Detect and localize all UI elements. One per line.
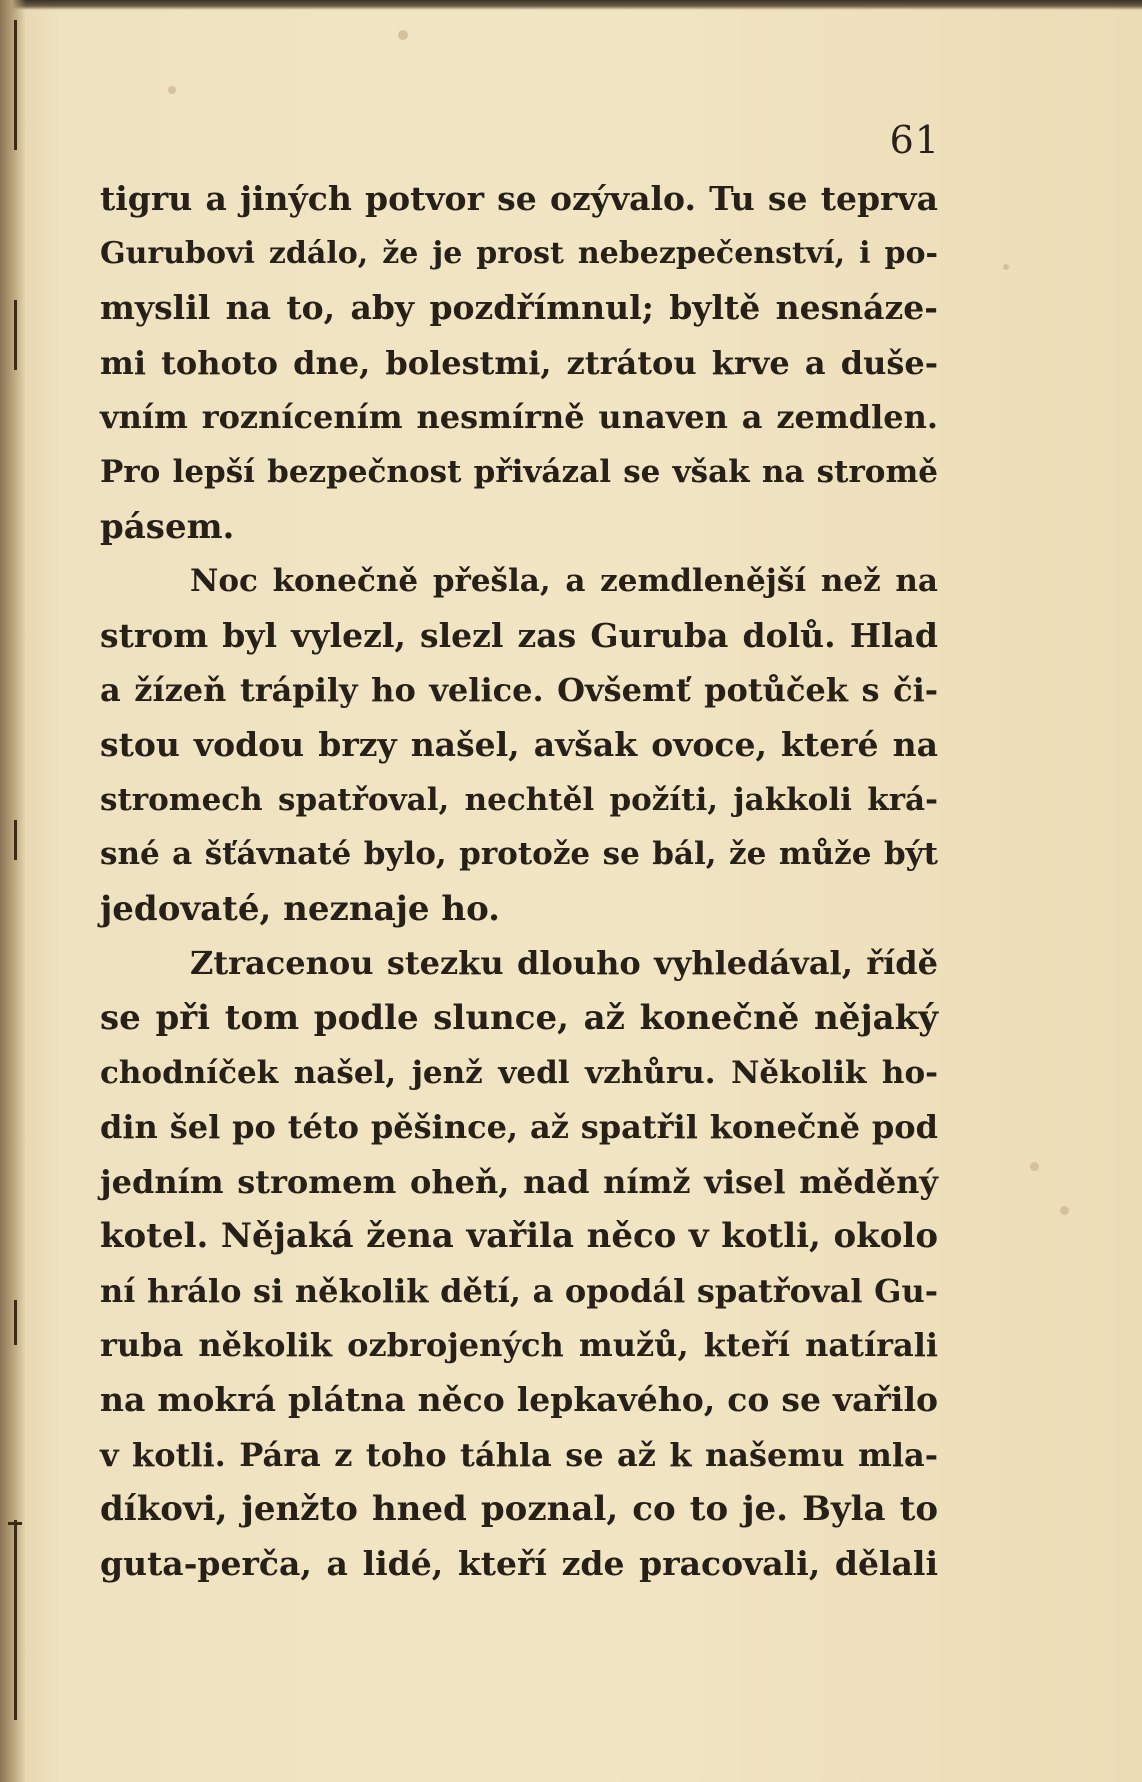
page-top-edge	[0, 0, 1142, 10]
text-line: din šel po této pěšince, až spatřil konečně pod	[100, 1108, 938, 1147]
text-line: Gurubovi zdálo, že je prost nebezpečenství, i po-	[100, 235, 938, 271]
page-binding-edge	[0, 0, 26, 1782]
binding-stitch	[14, 300, 17, 370]
paper-spot	[398, 30, 408, 40]
text-line: stou vodou brzy našel, avšak ovoce, které na	[100, 724, 938, 764]
paper-spot	[1003, 264, 1009, 270]
binding-stitch	[8, 1522, 22, 1525]
text-line: se při tom podle slunce, až konečně nějaký	[100, 997, 938, 1038]
text-line: a žízeň trápily ho velice. Ovšemť potůček s či-	[100, 671, 938, 710]
text-line: guta-perča, a lidé, kteří zde pracovali, dělali	[100, 1543, 938, 1583]
paper-spot	[168, 86, 176, 94]
text-line: pásem.	[100, 506, 235, 547]
text-line: tigru a jiných potvor se ozývalo. Tu se teprva	[100, 179, 938, 218]
text-line: díkovi, jenžto hned poznal, co to je. Byla to	[100, 1489, 938, 1530]
binding-stitch	[14, 1520, 17, 1720]
paper-spot	[1060, 1206, 1069, 1215]
page-number: 61	[889, 118, 940, 162]
paper-spot	[1030, 1162, 1039, 1171]
binding-stitch	[14, 1300, 17, 1345]
text-line: jedovaté, neznaje ho.	[100, 888, 500, 929]
text-line: kotel. Nějaká žena vařila něco v kotli, okolo	[100, 1216, 938, 1257]
text-line: sné a šťávnaté bylo, protože se bál, že může být	[100, 836, 938, 873]
text-line: stromech spatřoval, nechtěl požíti, jakkoli krá-	[100, 781, 938, 818]
text-line: strom byl vylezl, slezl zas Guruba dolů. Hlad	[100, 615, 938, 655]
text-line: mi tohoto dne, bolestmi, ztrátou krve a duše-	[100, 343, 938, 382]
text-line: ruba několik ozbrojených mužů, kteří natírali	[100, 1326, 938, 1365]
binding-stitch	[14, 20, 17, 150]
text-line: Pro lepší bezpečnost přivázal se však na stromě	[100, 453, 938, 490]
text-line: Noc konečně přešla, a zemdlenější než na	[190, 563, 938, 600]
text-line: vním roznícením nesmírně unaven a zemdlen.	[100, 398, 938, 437]
body-text	[100, 172, 938, 1591]
text-line: v kotli. Pára z toho táhla se až k našemu mla-	[100, 1435, 938, 1474]
text-line: jedním stromem oheň, nad nímž visel měděný	[100, 1162, 938, 1201]
text-line: ní hrálo si několik dětí, a opodál spatřoval Gu-	[100, 1271, 938, 1310]
text-line: chodníček našel, jenž vedl vzhůru. Několik ho-	[100, 1054, 938, 1091]
text-line: na mokrá plátna něco lepkavého, co se vařilo	[100, 1380, 938, 1420]
text-line: Ztracenou stezku dlouho vyhledával, řídě	[190, 944, 938, 983]
binding-stitch	[14, 820, 17, 860]
text-line: myslil na to, aby pozdřímnul; byltě nesnáze-	[100, 288, 938, 328]
